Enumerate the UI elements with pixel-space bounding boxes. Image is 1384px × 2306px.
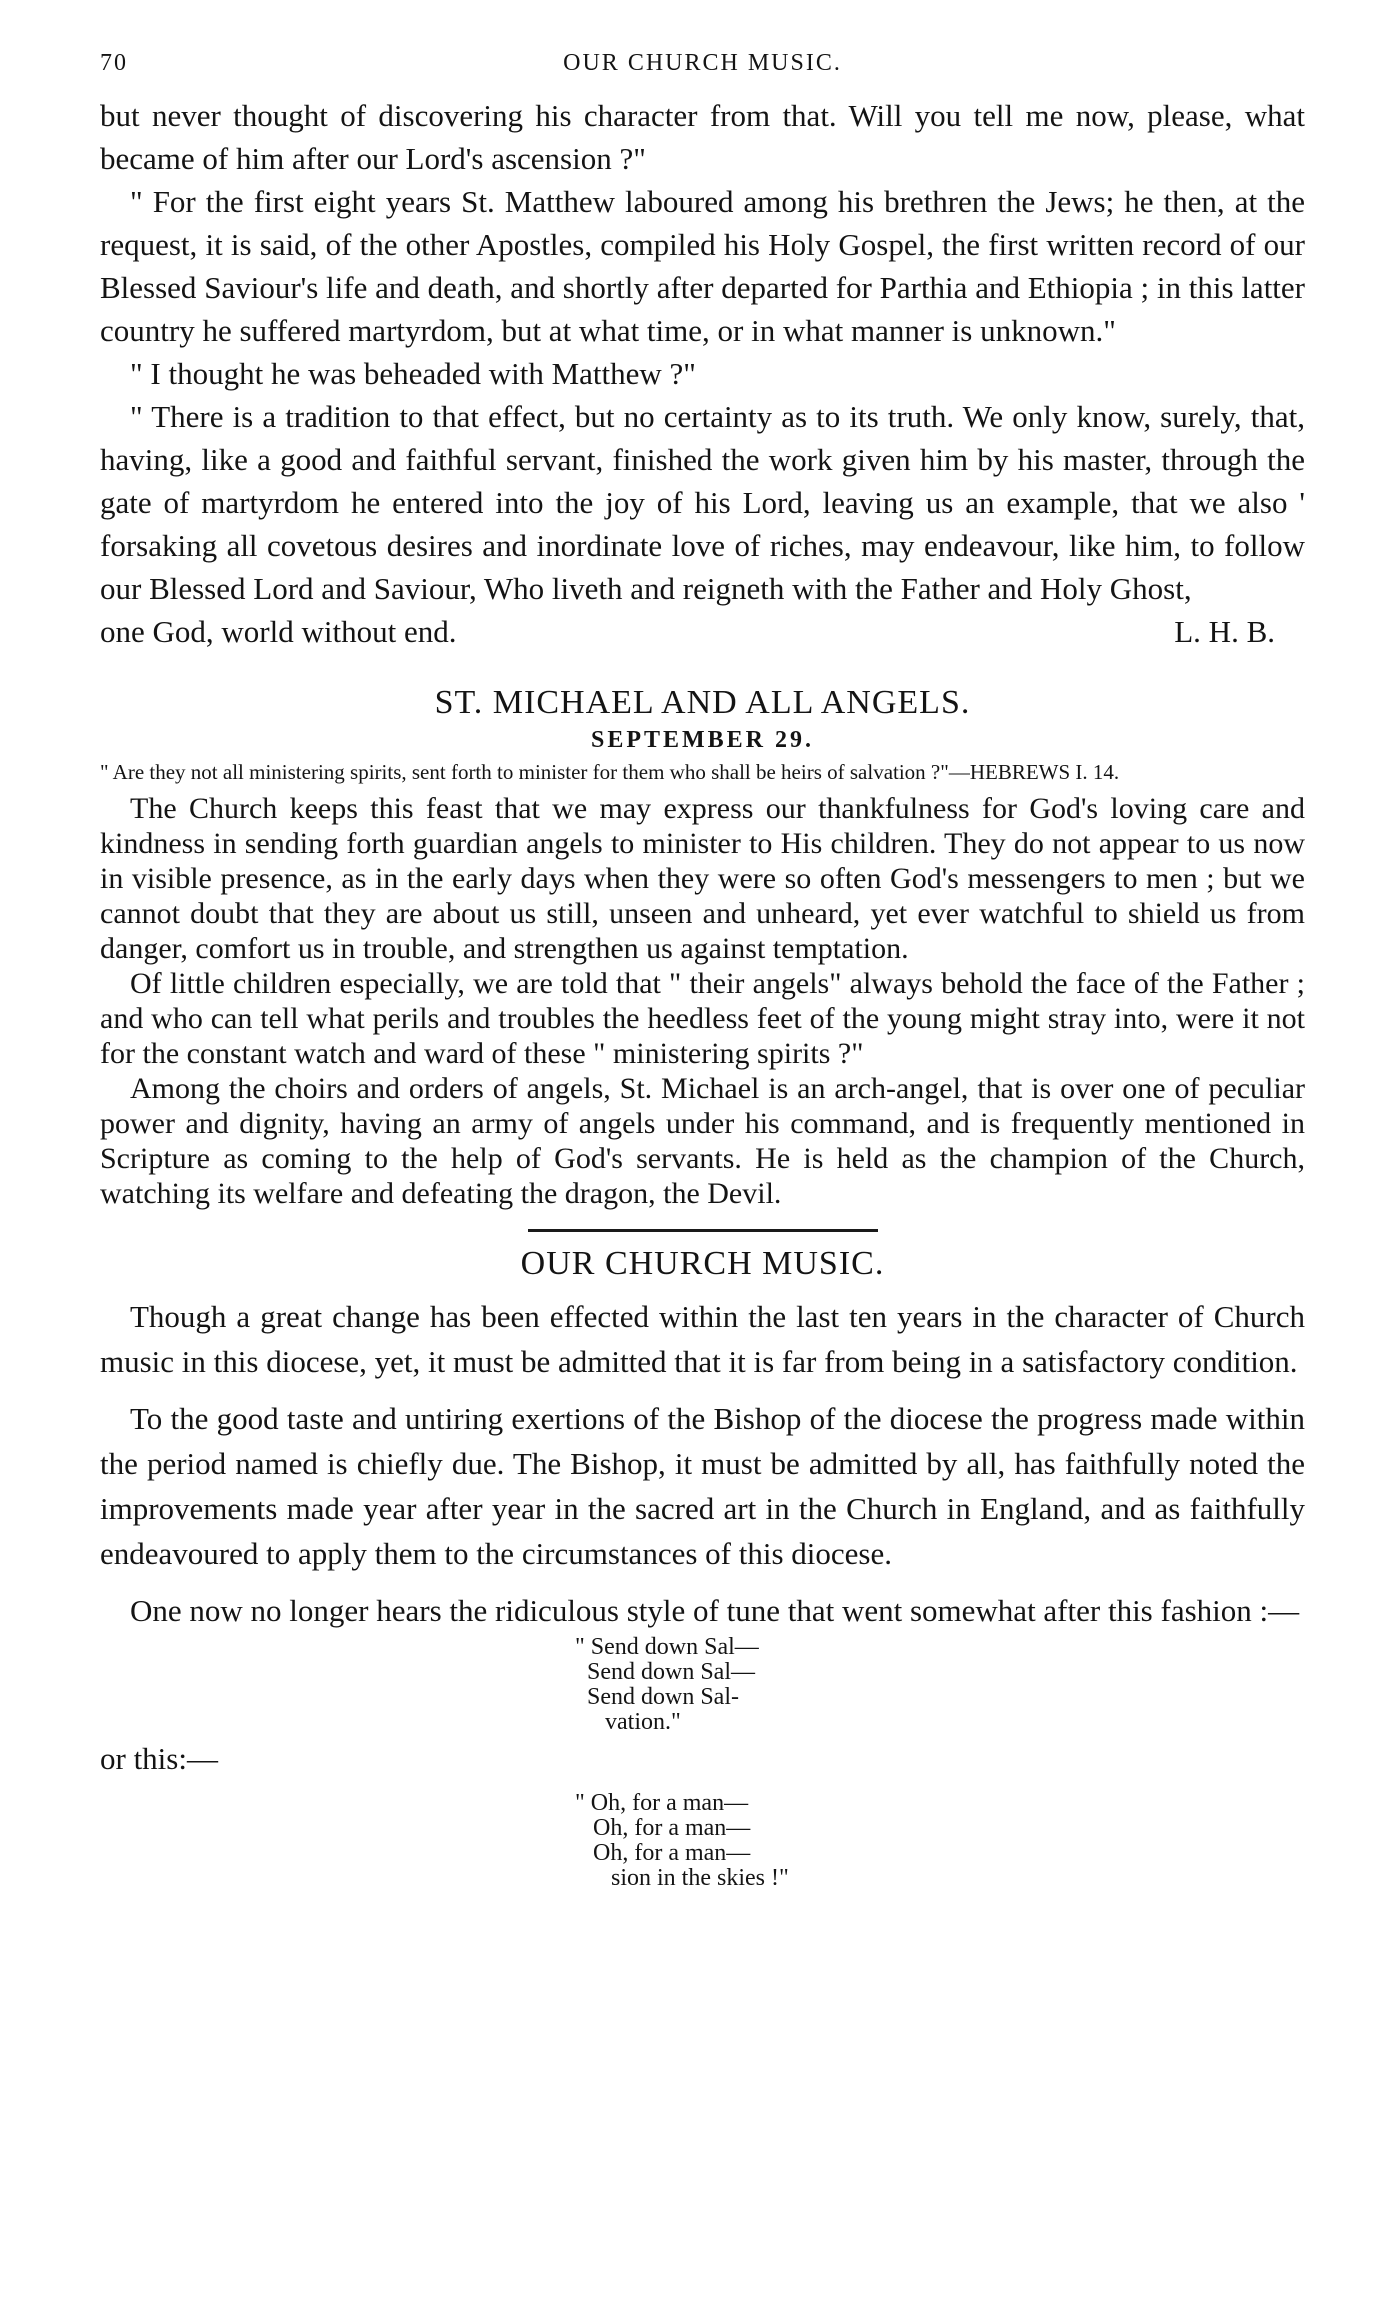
verse-line: vation." <box>575 1709 681 1735</box>
michael-paragraph-3: Among the choirs and orders of angels, St. Michael is an arch-angel, that is over one of peculiar power and dignity, having an army of angels under his command, and is frequently mentioned in Scripture as coming to the help of God's servants. He is held as the champion of the Church, watching its welfare and defeating the dragon, the Devil. <box>100 1072 1305 1210</box>
running-title: OUR CHURCH MUSIC. <box>563 50 842 76</box>
verse-line: Send down Sal- <box>575 1684 739 1710</box>
verse-line: sion in the skies !" <box>575 1865 789 1891</box>
verse-line: " Send down Sal— <box>575 1634 759 1660</box>
verse-example-1 <box>575 1635 1305 1735</box>
running-head <box>100 50 1305 94</box>
matthew-paragraph-3: " I thought he was beheaded with Matthew ?" <box>130 356 696 391</box>
matthew-closing-line <box>100 610 1305 653</box>
matthew-paragraph-2: " For the first eight years St. Matthew laboured among his brethren the Jews; he then, at the request, it is said, of the other Apostles, compiled his Holy Gospel, the first written record of our Blessed Saviour's life and death, and shortly after departed for Parthia and Ethiopia ; in this latter country he suffered martyrdom, but at what time, or in what manner is unknown." <box>100 184 1305 348</box>
matthew-closing-text: one God, world without end. <box>100 614 457 649</box>
michael-paragraph-2: Of little children especially, we are told that " their angels" always behold the face of the Father ; and who can tell what perils and troubles the heedless feet of the young might stray into, were it not for the constant watch and ward of these " ministering spirits ?" <box>100 967 1305 1070</box>
epigraph: " Are they not all ministering spirits, sent forth to minister for them who shall be heirs of salvation ?"—HEBREWS I. 14. <box>100 760 1120 784</box>
page-number: 70 <box>100 50 128 76</box>
verse-line: Send down Sal— <box>575 1659 755 1685</box>
music-title: OUR CHURCH MUSIC. <box>520 1245 885 1282</box>
verse-example-2 <box>575 1791 1305 1891</box>
michael-title: ST. MICHAEL AND ALL ANGELS. <box>434 684 971 721</box>
michael-article <box>100 683 1305 1211</box>
feast-date: SEPTEMBER 29. <box>590 727 815 753</box>
verse-line: " Oh, for a man— <box>575 1790 749 1816</box>
music-paragraph-1: Though a great change has been effected within the last ten years in the character of Church music in this diocese, yet, it must be admitted that it is far from being in a satisfactory condition. <box>100 1299 1305 1379</box>
matthew-paragraph-1: but never thought of discovering his character from that. Will you tell me now, please, what became of him after our Lord's ascension ?" <box>100 98 1305 176</box>
music-paragraph-3: One now no longer hears the ridiculous style of tune that went somewhat after this fashion :— <box>130 1593 1300 1628</box>
matthew-paragraph-4: " There is a tradition to that effect, but no certainty as to its truth. We only know, surely, that, having, like a good and faithful servant, finished the work given him by his master, through the gate of martyrdom he entered into the joy of his Lord, leaving us an example, that we also ' forsaking all covetous desires and inordinate love of riches, may endeavour, like him, to follow our Blessed Lord and Saviour, Who liveth and reigneth with the Father and Holy Ghost, <box>100 399 1305 606</box>
music-article <box>100 1244 1305 1891</box>
section-divider <box>528 1229 878 1232</box>
author-signature: L. H. B. <box>1174 614 1275 649</box>
verse-line: Oh, for a man— <box>575 1840 751 1866</box>
music-paragraph-2: To the good taste and untiring exertions of the Bishop of the diocese the progress made within the period named is chiefly due. The Bishop, it must be admitted by all, has faithfully noted the improvements made year after year in the sacred art in the Church in England, and as faithfully endeavoured to apply them to the circumstances of this diocese. <box>100 1401 1305 1571</box>
michael-paragraph-1: The Church keeps this feast that we may express our thankfulness for God's loving care and kindness in sending forth guardian angels to minister to His children. They do not appear to us now in visible presence, as in the early days when they were so often God's messengers to men ; but we cannot doubt that they are about us still, unseen and unheard, yet ever watchful to shield us from danger, comfort us in trouble, and strengthen us against temptation. <box>100 792 1305 965</box>
matthew-article <box>100 94 1305 653</box>
or-this-line: or this:— <box>100 1741 218 1776</box>
page <box>100 50 1305 1891</box>
verse-line: Oh, for a man— <box>575 1815 751 1841</box>
